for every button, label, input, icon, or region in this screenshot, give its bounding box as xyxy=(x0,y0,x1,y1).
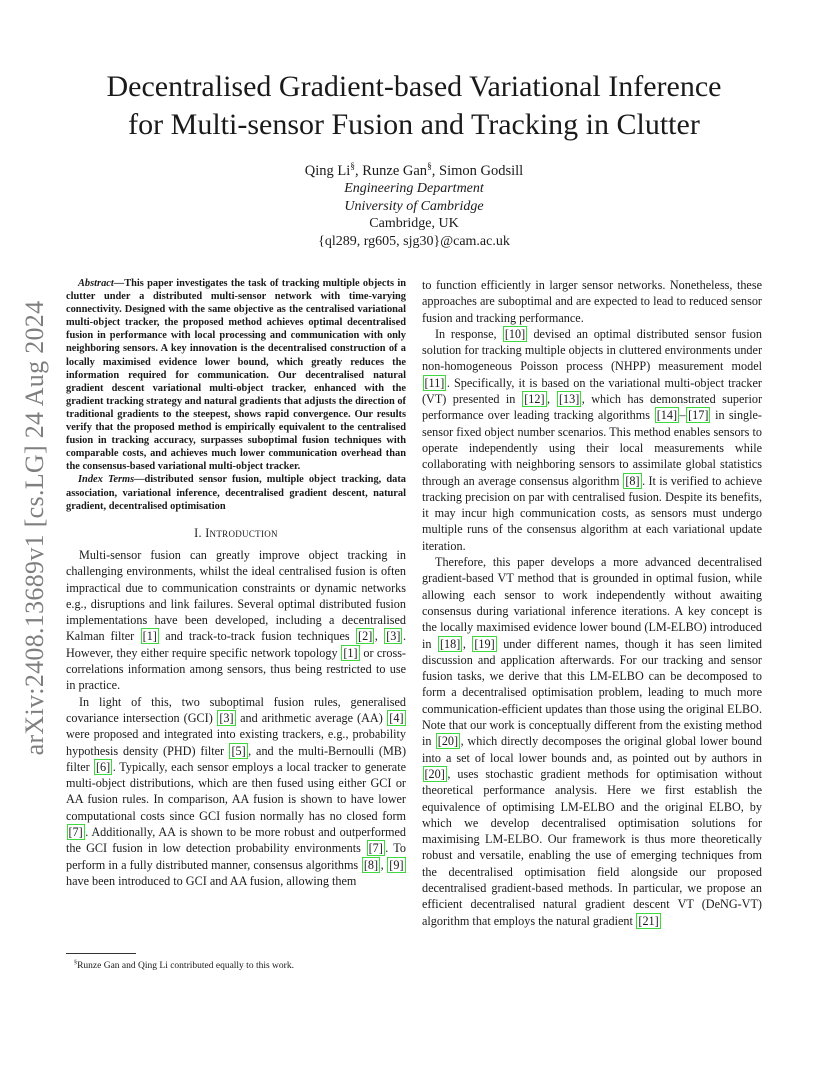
text-run: . However, they either require specific network topology xyxy=(66,629,407,660)
text-run: under different names, though it has seen limited discussion and application afterwards. For our tracking and sensor fusion tasks, we derive that this LM-ELBO can be decomposed to form a decentralised optimisation problem, leading to much more communication-efficient updates than those using the original ELBO. Note that our work is conceptually different from the existing method in xyxy=(422,636,762,749)
author-3: , Simon Godsill xyxy=(431,163,524,179)
footnote-text: Runze Gan and Qing Li contributed equally to this work. xyxy=(77,961,294,971)
footnote-rule xyxy=(66,953,136,954)
text-run: or cross-correlations information among sensors, thus being restricted to use in practice. xyxy=(66,645,406,693)
text-run: , and the multi-Bernoulli (MB) filter xyxy=(66,743,406,774)
text-run: , which directly decomposes the original global lower bound into a set of local lower bounds and, as pointed out by authors in xyxy=(422,734,762,765)
section-title: Introduction xyxy=(205,525,278,540)
author-1-mark: § xyxy=(350,162,355,173)
citation-link[interactable]: [10] xyxy=(504,326,526,341)
arxiv-identifier xyxy=(22,283,48,773)
citation-link[interactable]: [17] xyxy=(688,408,709,423)
index-terms xyxy=(66,473,406,512)
author-2-mark: § xyxy=(427,162,432,173)
intro-paragraph-3 xyxy=(422,326,762,554)
citation-link[interactable]: [4] xyxy=(389,710,404,725)
text-run: , xyxy=(462,636,472,651)
text-run: Multi-sensor fusion can greatly improve object tracking in challenging environments, whilst the ideal centralised fusion is often impractical due to communication constraints or dynamic networks e.g., disruptions and link failures. Several optimal distributed fusion implementations have been developed, including a decentralised Kalman filter xyxy=(66,547,406,644)
author-emails: {ql289, rg605, sjg30}@cam.ac.uk xyxy=(318,233,510,249)
text-run: . Typically, each sensor employs a local tracker to generate multi-object distributions, which are then fused using either GCI or AA fusion rules. In comparison, AA fusion is shown to have lower computational costs since GCI fusion normally has no closed form xyxy=(66,759,406,823)
title-line-2: for Multi-sensor Fusion and Tracking in Clutter xyxy=(128,108,700,141)
citation-link[interactable]: [11] xyxy=(424,375,445,390)
citation-link[interactable]: [9] xyxy=(389,857,404,872)
text-run: in single-sensor fixed object number scenarios. This method enables sensors to operate independently using their local measurements while collaborating with neighboring sensors to assimilate global statistics through an average consensus algorithm xyxy=(422,408,762,488)
author-1: Qing Li xyxy=(304,163,351,179)
citation-link[interactable]: [20] xyxy=(437,734,459,749)
citation-link[interactable]: [8] xyxy=(363,857,379,872)
abstract-text: —This paper investigates the task of tracking multiple objects in clutter under a distributed multi-sensor network with time-varying connectivity. Designed with the same objective as the centralised variational multi-object tracker, the proposed method achieves optimal decentralised fusion in performance with local processing and communication with only neighboring sensors. A key innovation is the decentralised construction of a locally maximised evidence lower bound, which greatly reduces the information required for communication. Our decentralised natural gradient descent variational multi-object tracker, enhanced with the gradient tracking strategy and natural gradients that adjusts the direction of traditional gradients to the steepest, shows rapid convergence. Our results verify that the proposed method is empirically equivalent to the centralised fusion in tracking accuracy, surpasses suboptimal fusion techniques with comparable costs, and achieves much lower communication overhead than the consensus-based variational multi-object tracker. xyxy=(66,278,406,473)
author-2: , Runze Gan xyxy=(354,163,428,179)
footnote-mark: § xyxy=(74,959,78,966)
text-run: devised an optimal distributed sensor fusion solution for tracking multiple objects in cluttered environments under non-homogeneous Poisson process (NHPP) measurement model xyxy=(422,326,762,374)
citation-link[interactable]: [3] xyxy=(219,710,234,725)
citation-link[interactable]: [1] xyxy=(343,645,358,660)
text-run: In light of this, two suboptimal fusion rules, generalised covariance intersection (GCI) xyxy=(66,694,406,725)
text-run: , xyxy=(374,629,384,644)
section-numeral: I. xyxy=(194,525,206,540)
intro-paragraph-2 xyxy=(66,694,406,890)
text-run: . It is verified to achieve tracking precision on par with centralised fusion. Despite its benefits, it may incur high communication costs, as sensors must undergo multiple runs of the consensus algorithm at each variational update iteration. xyxy=(422,473,762,553)
right-column xyxy=(422,277,762,929)
arxiv-identifier-text: arXiv:2408.13689v1 [cs.LG] 24 Aug 2024 xyxy=(20,300,49,756)
citation-link[interactable]: [3] xyxy=(386,629,401,644)
affiliation-university: University of Cambridge xyxy=(344,198,484,214)
index-terms-text: —distributed sensor fusion, multiple object tracking, data association, variational inference, decentralised gradient descent, natural gradient, decentralised optimisation xyxy=(66,474,406,512)
citation-link[interactable]: [19] xyxy=(474,636,495,651)
paper-title xyxy=(60,68,768,144)
text-run: and arithmetic average (AA) xyxy=(236,710,387,725)
index-terms-lead: Index Terms xyxy=(78,474,135,486)
text-run: , xyxy=(547,392,557,407)
text-run: . Additionally, AA is shown to be more robust and outperformed the GCI fusion in low detection probability environments xyxy=(66,825,406,856)
text-run: In response, xyxy=(435,326,503,341)
text-run: . To perform in a fully distributed manner, consensus algorithms xyxy=(66,841,406,872)
intro-paragraph-continued: to function efficiently in larger sensor networks. Nonetheless, these approaches are suboptimal and are expected to lead to reduced sensor fusion and tracking performance. xyxy=(422,278,762,325)
text-run: have been introduced to GCI and AA fusion, allowing them xyxy=(66,873,357,888)
intro-paragraph-1 xyxy=(66,547,406,694)
citation-link[interactable]: [13] xyxy=(558,392,580,407)
citation-link[interactable]: [8] xyxy=(625,473,640,488)
citation-link[interactable]: [21] xyxy=(638,913,659,928)
citation-link[interactable]: [1] xyxy=(142,629,157,644)
text-run: . Specifically, it is based on the variational multi-object tracker (VT) presented in xyxy=(422,375,762,407)
citation-link[interactable]: [5] xyxy=(231,743,246,758)
text-run: , which has demonstrated superior performance over leading tracking algorithms xyxy=(422,392,763,423)
affiliation-city: Cambridge, UK xyxy=(369,216,459,232)
text-run: , uses stochastic gradient methods for optimisation without theoretical performance analysis. Here we first establish the equivalence of optimising LM-ELBO and the original ELBO, by which we develop decentralised optimisation solutions for maximising LM-ELBO. Our framework is thus more theoretically robust and versatile, enabling the use of emerging techniques from the decentralised optimisation field alongside our proposed decentralised gradient-based methods. In particular, we propose an efficient decentralised natural gradient descent VT (DeNG-VT) algorithm that employs the natural gradient xyxy=(422,766,762,928)
abstract-lead: Abstract xyxy=(78,278,114,289)
citation-link[interactable]: [18] xyxy=(440,636,461,651)
section-heading-introduction xyxy=(66,525,406,541)
title-line-1: Decentralised Gradient-based Variational Inference xyxy=(106,70,722,103)
citation-link[interactable]: [12] xyxy=(524,392,545,407)
text-run: were proposed and integrated into existing trackers, e.g., probability hypothesis density (PHD) filter xyxy=(66,727,406,758)
footnote xyxy=(66,960,406,972)
author-names xyxy=(160,163,668,180)
citation-link[interactable]: [7] xyxy=(368,841,383,856)
citation-link[interactable]: [6] xyxy=(95,759,111,774)
left-column xyxy=(66,277,406,889)
citation-link[interactable]: [20] xyxy=(424,766,445,781)
text-run: – xyxy=(679,408,686,423)
citation-link[interactable]: [2] xyxy=(358,629,373,644)
text-run: and track-to-track fusion techniques xyxy=(159,629,356,644)
text-run: , xyxy=(380,857,387,872)
text-run: Therefore, this paper develops a more advanced decentralised gradient-based VT method that is grounded in optimal fusion, while allowing each sensor to work independently without awaiting consensus during variational inference iterations. A key concept is the locally maximised evidence lower bound (LM-ELBO) introduced in xyxy=(422,555,762,651)
citation-link[interactable]: [7] xyxy=(68,825,83,840)
affiliation-department: Engineering Department xyxy=(344,181,484,197)
citation-link[interactable]: [14] xyxy=(656,408,678,423)
author-block xyxy=(160,163,668,250)
abstract xyxy=(66,277,406,473)
intro-paragraph-4 xyxy=(422,554,762,929)
